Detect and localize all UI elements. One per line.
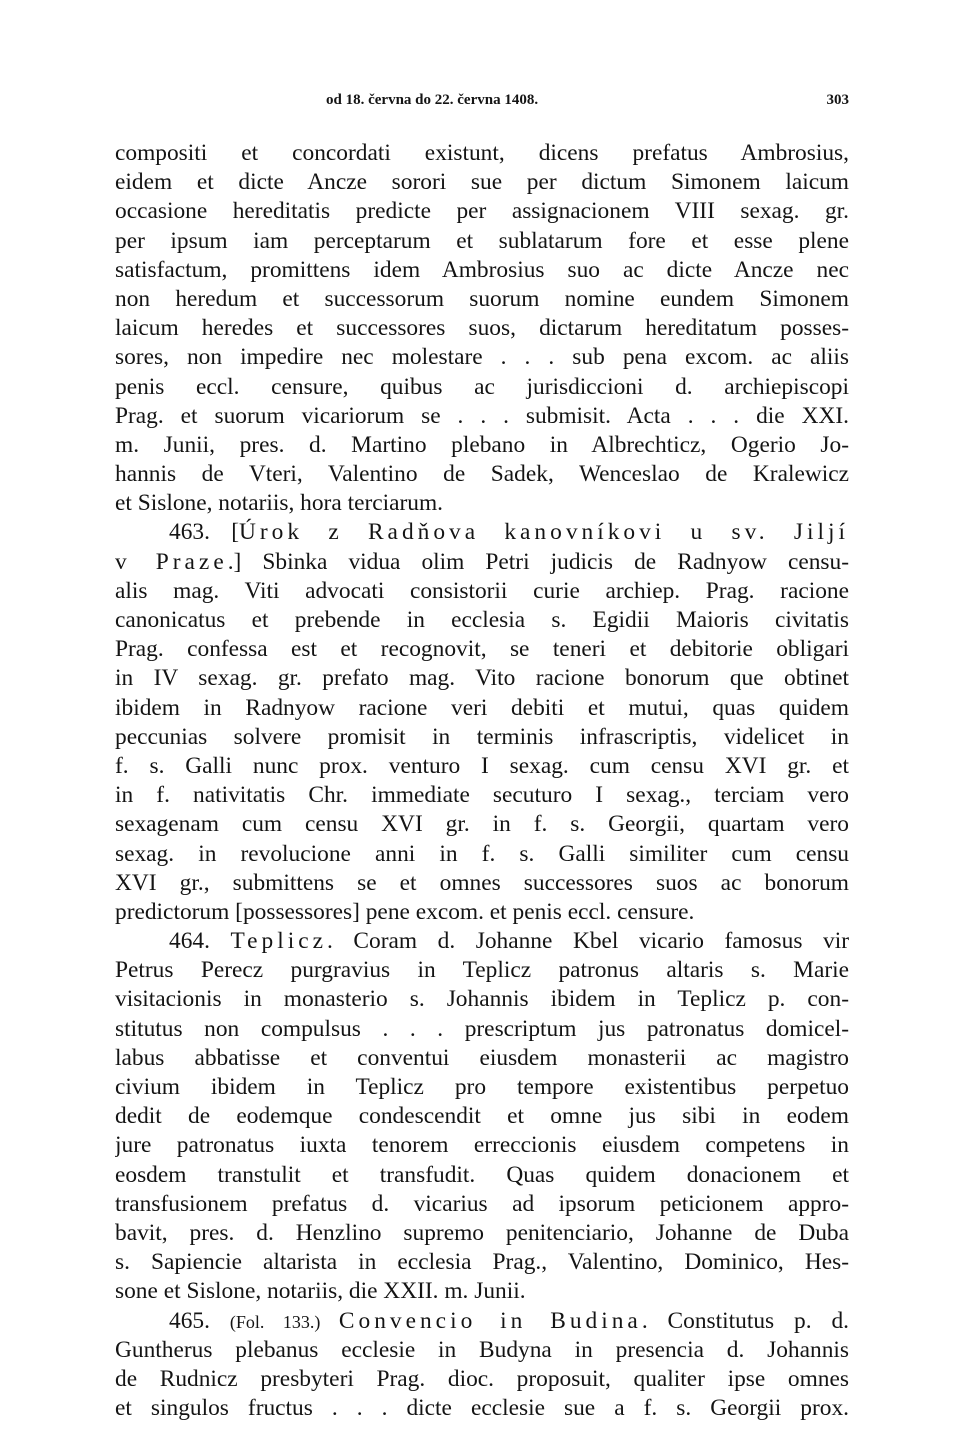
- text-span: 465.: [169, 1307, 230, 1334]
- text-span: Prag. et suorum vicariorum se . . . submisit. Acta . . . die XXI.: [115, 402, 849, 429]
- text-span: visitacionis in monasterio s. Johannis ibidem in Teplicz p. con-: [115, 986, 849, 1013]
- text-line: [115, 927, 849, 956]
- text-line: [115, 227, 849, 256]
- text-line: [115, 168, 849, 197]
- text-line: [115, 694, 849, 723]
- text-span: eosdem transtulit et transfudit. Quas quidem donacionem et: [115, 1161, 849, 1188]
- text-span: XVI gr., submittens se et omnes successores suos ac bonorum: [115, 869, 849, 896]
- text-line: [115, 343, 849, 372]
- text-span: sone et Sislone, notariis, die XXII. m. Junii.: [115, 1278, 526, 1305]
- text-span: satisfactum, promittens idem Ambrosius suo ac dicte Ancze nec: [115, 256, 849, 283]
- text-line: [115, 139, 849, 168]
- text-line: [115, 723, 849, 752]
- text-line: [115, 460, 849, 489]
- text-line: [115, 402, 849, 431]
- spaced-heading: v Praze: [115, 548, 228, 575]
- text-span: . Constitutus p. d.: [641, 1307, 849, 1334]
- text-span: compositi et concordati existunt, dicens prefatus Ambrosius,: [115, 140, 849, 166]
- text-line: [115, 1394, 849, 1423]
- text-span: laicum heredes et successores suos, dictarum hereditatum posses-: [115, 315, 849, 342]
- text-span: sexag. in revolucione anni in f. s. Galli similiter cum censu: [115, 840, 849, 867]
- text-span: civium ibidem in Teplicz pro tempore existentibus perpetuo: [115, 1074, 849, 1100]
- text-body: [115, 139, 849, 1423]
- text-line: [115, 577, 849, 606]
- text-span: 464.: [169, 928, 231, 955]
- text-line: [115, 1365, 849, 1394]
- text-span: alis mag. Viti advocati consistorii curie archiep. Prag. racione: [115, 577, 849, 604]
- text-span: canonicatus et prebende in ecclesia s. Egidii Maioris civitatis: [115, 607, 849, 633]
- text-line: [115, 1015, 849, 1044]
- text-span: f. s. Galli nunc prox. venturo I sexag. cum censu XVI gr. et: [115, 752, 849, 779]
- text-line: [115, 373, 849, 402]
- spaced-heading: Convencio in Budina: [338, 1307, 642, 1334]
- text-span: .] Sbinka vidua olim Petri judicis de Radnyow censu-: [227, 548, 849, 575]
- text-span: predictorum [possessores] pene excom. et penis eccl. censure.: [115, 898, 695, 925]
- text-line: [115, 898, 849, 927]
- text-span: bavit, pres. d. Henzlino supremo penitenciario, Johanne de Duba: [115, 1219, 849, 1246]
- spaced-heading: Úrok z Radňova kanovníkovi u sv. Jiljí: [238, 519, 849, 546]
- text-span: . Coram d. Johanne Kbel vicario famosus vir: [327, 928, 849, 955]
- text-line: [115, 1277, 849, 1306]
- text-line: [115, 752, 849, 781]
- text-line: [115, 781, 849, 810]
- text-line: [115, 1044, 849, 1073]
- text-span: ibidem in Radnyow racione veri debiti et mutui, quas quidem: [115, 694, 849, 721]
- text-span: 463. [: [169, 519, 239, 546]
- text-span: per ipsum iam perceptarum et sublatarum fore et esse plene: [115, 227, 849, 254]
- text-line: [115, 489, 849, 518]
- text-span: Prag. confessa est et recognovit, se teneri et debitorie obligari: [115, 636, 849, 663]
- text-span: eidem et dicte Ancze sorori sue per dictum Simonem laicum: [115, 169, 849, 196]
- text-line: [115, 285, 849, 314]
- text-span: et Sislone, notariis, hora terciarum.: [115, 490, 444, 517]
- text-line: [115, 1190, 849, 1219]
- page-header: [115, 92, 849, 112]
- folio-reference: (Fol. 133.): [229, 1311, 339, 1332]
- text-span: et singulos fructus . . . dicte ecclesie sue a f. s. Georgii prox.: [115, 1395, 849, 1422]
- text-span: hannis de Vteri, Valentino de Sadek, Wenceslao de Kralewicz: [115, 461, 849, 488]
- text-line: [115, 956, 849, 985]
- text-span: Guntherus plebanus ecclesie in Budyna in presencia d. Johannis: [115, 1336, 849, 1363]
- text-span: s. Sapiencie altarista in ecclesia Prag., Valentino, Dominico, Hes-: [115, 1249, 849, 1276]
- text-line: [115, 518, 849, 547]
- text-span: penis eccl. censure, quibus ac jurisdiccioni d. archiepiscopi: [115, 373, 849, 400]
- text-line: [115, 840, 849, 869]
- text-line: [115, 635, 849, 664]
- text-line: [115, 1219, 849, 1248]
- text-span: de Rudnicz presbyteri Prag. dioc. proposuit, qualiter ipse omnes: [115, 1365, 849, 1392]
- text-span: sores, non impedire nec molestare . . . sub pena excom. ac aliis: [115, 344, 849, 371]
- text-span: dedit de eodemque condescendit et omne jus sibi in eodem: [115, 1103, 849, 1130]
- text-span: labus abbatisse et conventui eiusdem monasterii ac magistro: [115, 1044, 849, 1071]
- text-span: m. Junii, pres. d. Martino plebano in Albrechticz, Ogerio Jo-: [115, 431, 849, 458]
- text-span: in IV sexag. gr. prefato mag. Vito racione bonorum que obtinet: [115, 665, 849, 692]
- text-span: occasione hereditatis predicte per assignacionem VIII sexag. gr.: [115, 198, 849, 225]
- text-line: [115, 1307, 849, 1336]
- text-line: [115, 810, 849, 839]
- text-line: [115, 664, 849, 693]
- running-title: od 18. června do 22. června 1408.: [326, 92, 539, 108]
- text-line: [115, 548, 849, 577]
- spaced-heading: Teplicz: [230, 928, 327, 955]
- text-line: [115, 256, 849, 285]
- text-line: [115, 985, 849, 1014]
- text-line: [115, 197, 849, 226]
- text-span: peccunias solvere promisit in terminis infrascriptis, videlicet in: [115, 723, 849, 750]
- text-span: transfusionem prefatus d. vicarius ad ipsorum peticionem appro-: [115, 1190, 849, 1217]
- text-line: [115, 606, 849, 635]
- text-line: [115, 1131, 849, 1160]
- page-number: 303: [826, 92, 849, 108]
- text-line: [115, 314, 849, 343]
- text-line: [115, 1161, 849, 1190]
- text-line: [115, 1102, 849, 1131]
- text-span: in f. nativitatis Chr. immediate secuturo I sexag., terciam vero: [115, 782, 849, 809]
- text-span: jure patronatus iuxta tenorem erreccionis eiusdem competens in: [115, 1132, 849, 1159]
- text-line: [115, 1336, 849, 1365]
- text-span: sexagenam cum censu XVI gr. in f. s. Georgii, quartam vero: [115, 811, 849, 838]
- text-line: [115, 1073, 849, 1102]
- text-span: stitutus non compulsus . . . prescriptum jus patronatus domicel-: [115, 1015, 849, 1042]
- text-span: Petrus Perecz purgravius in Teplicz patronus altaris s. Marie: [115, 957, 849, 984]
- text-line: [115, 431, 849, 460]
- text-line: [115, 869, 849, 898]
- text-span: non heredum et successorum suorum nomine eundem Simonem: [115, 285, 849, 312]
- text-line: [115, 1248, 849, 1277]
